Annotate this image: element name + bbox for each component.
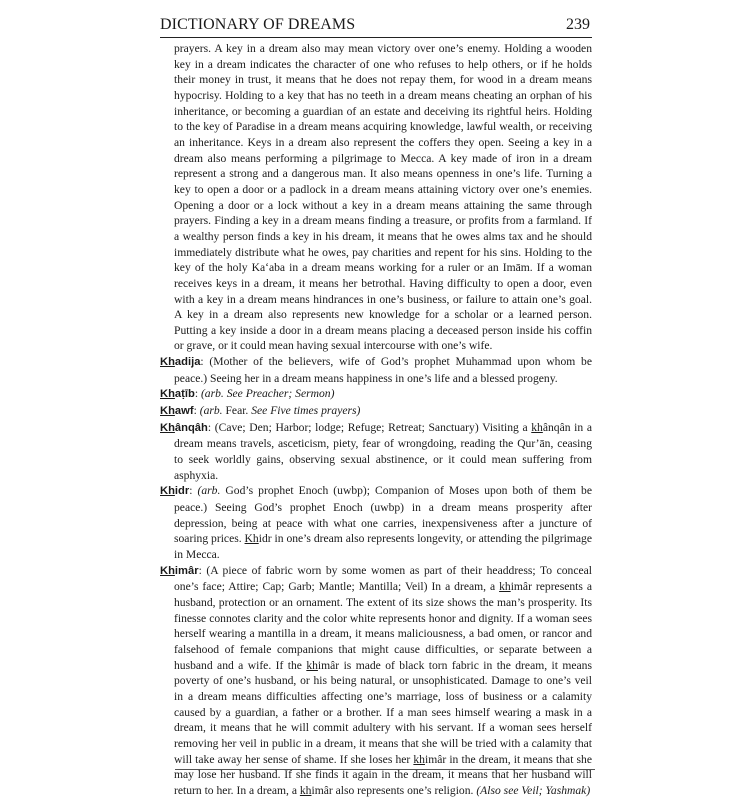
footer-rule (175, 769, 595, 770)
entry-khawf: Khawf: (arb. Fear. See Five times prayers) (160, 404, 361, 418)
entry-khanqah: Khânqâh: (Cave; Den; Harbor; lodge; Refuge; Retreat; Sanctuary) Visiting a khânqân in a dream means travels, asceticism, piety, fear of wrongdoing, reading the Qur’ān, ceasing to seek worldly gains, observing sexual abstinence, or it could mean suffering from asphyxia. (160, 420, 592, 482)
entry-khatib: Khaṭīb: (arb. See Preacher; Sermon) (160, 387, 335, 401)
headword: Khidr (160, 485, 190, 498)
entry-khimar: Khimâr: (A piece of fabric worn by some women as part of their headdress; To conceal one’s face; Attire; Cap; Garb; Mantle; Mantilla; Veil) In a dream, a khimâr represents a husband, protection or an ornament. The extent of its size shows the man’s prosperity. Its finesse connotes clarity and the color white represents honor and dignity. If a woman sees herself wearing a mantilla in a dream, it means maliciousness, a bad omen, or rancor and falsehood of female companions that might cause difficulties, or separate between a husband and a wife. If the khimâr is made of black torn fabric in the dream, it means poverty of one’s husband, or his being natural, or unsophisticated. Damage to one’s veil in a dream means difficulties affecting one’s marriage, loss of business or a calamity caused by a guardian, a father or a brother. If a man sees himself wearing a mask in a dream, it means that he will commit adultery with his servant. If a woman sees herself removing her veil in public in a dream, it means that she will be tried with a calamity that will take away her sense of shame. If she loses her khimâr in the dream, it means that she may lose her husband. If she finds it again in the dream, it means that her husband will return to her. In a dream, a khimâr also represents one’s religion. (Also see Veil; Yashmak) (160, 563, 592, 797)
headword: Khimâr (160, 564, 199, 577)
entry-khadija (160, 354, 592, 386)
cross-reference: (arb. See Preacher; Sermon) (200, 387, 335, 401)
headword: Khadija (160, 356, 201, 369)
headword: Khânqâh (160, 421, 208, 434)
page-body (160, 41, 592, 799)
continued-entry-text: prayers. A key in a dream also may mean victory over one’s enemy. Holding a wooden key in a dream indicates the character of one who refuses to help others, or if he holds their money in trust, it means that he does not repay them, for wood in a dream means hypocrisy. Holding to a key that has no teeth in a dream means cheating an orphan of his inheritance, or becoming a guardian of an estate and deceiving its rightful heirs. Holding to the key of Paradise in a dream means acquiring knowledge, lawful wealth, or receiving an inheritance. Keys in a dream also represent the coffers they open. Seeing a key in a dream also means performing a pilgrimage to Mecca. A key made of iron in a dream represent a strong and a dangerous man. It also means openness in one’s life. Turning a key to open a door or a padlock in a dream means attaining victory over one’s enemies. Opening a door or a lock without a key in a dream means attaining the same through prayers. Finding a key in a dream means finding a treasure, or profits from a farmland. If a wealthy person finds a key in his dream, it means that he owes alms tax and he should immediately distribute what he owes, pay charities and repent for his sins. Holding to the key of the holy Ka‘aba in a dream means working for a ruler or an Imām. If a woman receives keys in a dream, it means her betrothal. Having difficulty to open a door, even with a key in a dream means hindrances in one’s business, or failure to attain one’s goal. A key in a dream also represents new knowledge for a scholar or a learned person. Putting a key inside a door in a dream means placing a deceased person inside his coffin or grave, or it could mean having sexual intercourse with one’s wife. (174, 42, 592, 353)
cross-reference: See Five times prayers) (251, 404, 361, 418)
entry-khidr: Khidr: (arb. God’s prophet Enoch (uwbp); Companion of Moses upon both of them be peace.) Seeing God’s prophet Enoch (uwbp) in a dream means prosperity after depression, being at peace with what one carries, inexpensiveness after a juncture of soaring prices. Khidr in one’s dream also represents longevity, or attending the pilgrimage in Mecca. (160, 484, 592, 561)
running-header (160, 5, 592, 38)
headword: Khawf (160, 405, 194, 418)
definition: : (Mother of the believers, wife of God’s prophet Muhammad upon whom be peace.) Seeing her in a dream means happiness in one’s life and a blessed progeny. (174, 355, 592, 385)
headword: Khaṭīb (160, 388, 195, 401)
page-number: 239 (566, 16, 590, 33)
cross-reference: (Also see Veil; Yashmak) (476, 783, 591, 797)
book-title: DICTIONARY OF DREAMS (160, 16, 356, 33)
